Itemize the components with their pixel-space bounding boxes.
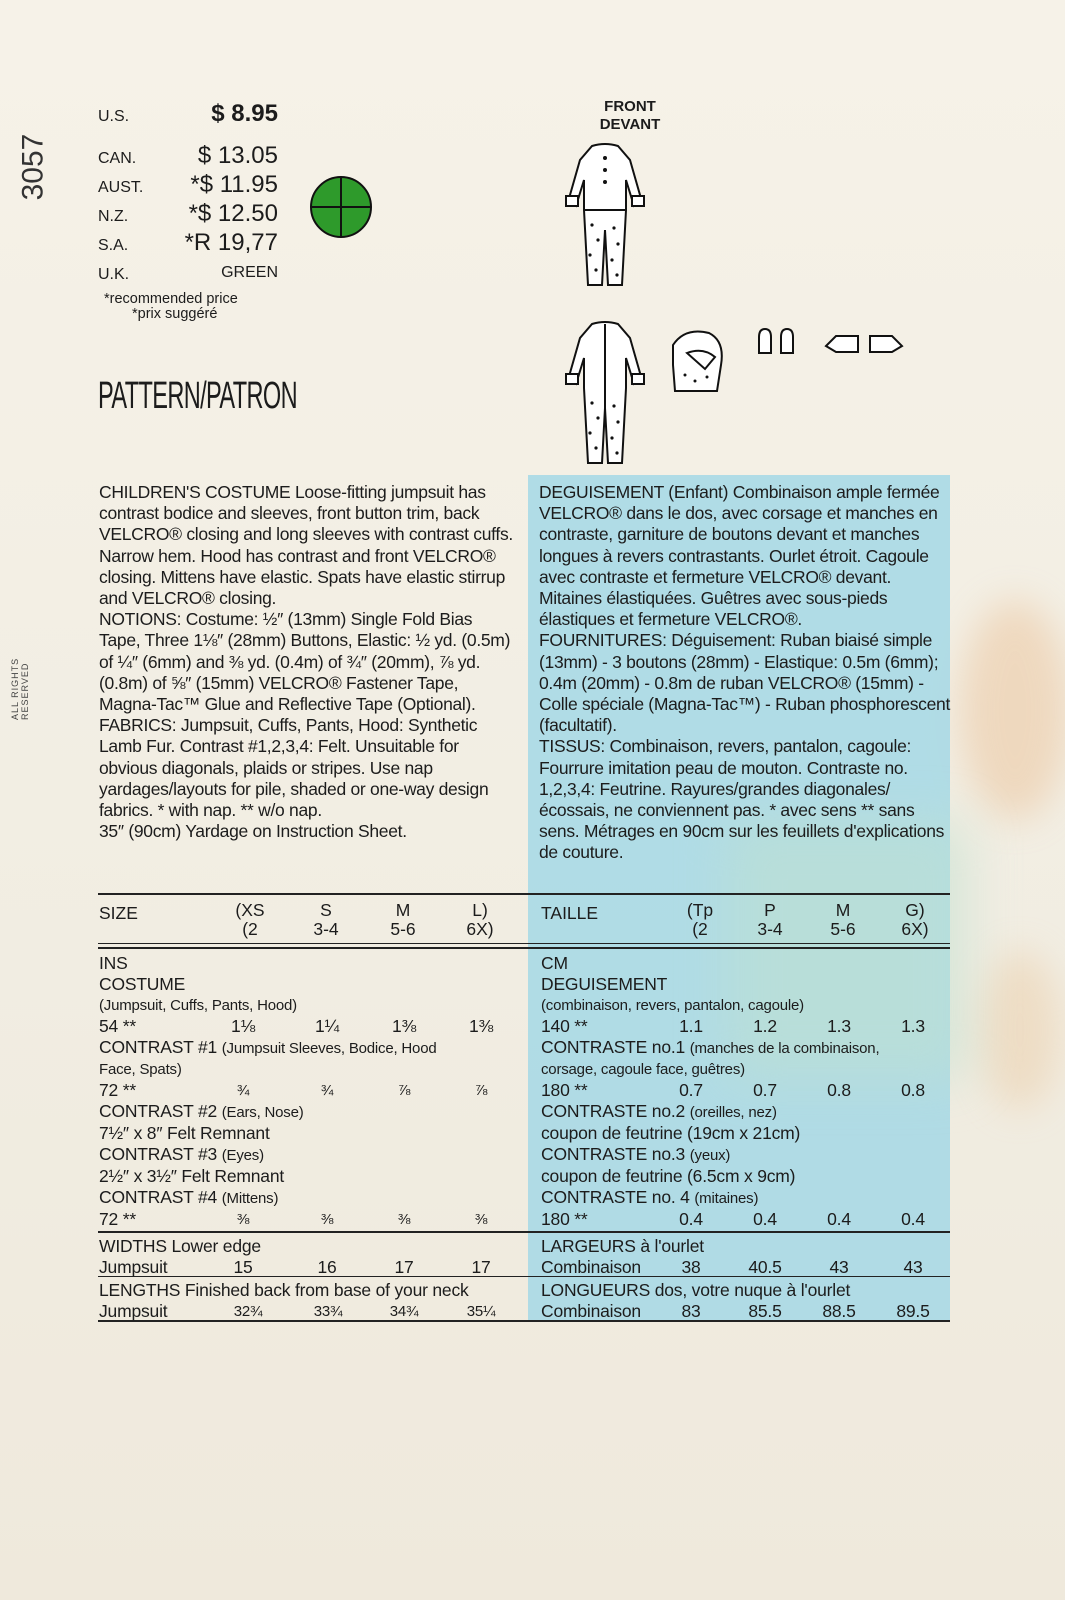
yardage-english [99, 953, 519, 1230]
desc-body-fr: Combinaison ample fermée VELCRO® dans le dos, avec corsage et manches en contraste, garniture de boutons devant et manches longues à revers contrastants. Ourlet étroit. Cagoule avec contraste et fermeture VELCRO® devant. Mitaines élastiquées. Guêtres avec sous-pieds élastiques et fermeture VELCRO®. [539, 482, 940, 630]
table-cell: 89.5 [896, 1301, 930, 1321]
costume-note: (Jumpsuit, Cuffs, Pants, Hood) [99, 997, 297, 1014]
contrast4-note-fr: (mitaines) [694, 1190, 759, 1207]
size-header [890, 901, 940, 939]
contrast2-felt-fr: coupon de feutrine (19cm x 21cm) [541, 1123, 801, 1143]
desc-heading-fr: DEGUISEMENT (Enfant) [539, 482, 729, 502]
price-row-us [98, 100, 278, 142]
table-cell: 0.4 [827, 1209, 851, 1229]
widths-row-fr [541, 1257, 951, 1278]
table-cell: ⅜ [236, 1211, 250, 1228]
unit-label-fr: CM [541, 953, 568, 973]
contrast4-label-fr: CONTRASTE no. 4 [541, 1187, 690, 1207]
table-cell: 88.5 [822, 1301, 856, 1321]
front-label-en: FRONT [604, 98, 656, 115]
table-cell: 33¾ [313, 1303, 343, 1320]
table-cell: 83 [681, 1301, 701, 1321]
table-cell: 34¾ [389, 1303, 419, 1320]
pattern-title: PATTERN/PATRON [98, 375, 298, 417]
size-header [378, 901, 428, 939]
description-english [99, 482, 514, 842]
costume-row-fr [541, 1016, 951, 1037]
table-cell: 1.3 [901, 1016, 925, 1036]
table-cell: 17 [394, 1257, 414, 1277]
size-header-line: (XS [235, 900, 265, 920]
table-cell: 0.4 [753, 1209, 777, 1229]
contrast1-note-fr: (manches de la combinaison, [689, 1040, 880, 1057]
paper-stain [980, 950, 1060, 1110]
size-header-line: M [835, 900, 851, 920]
table-cell: ¾ [236, 1082, 250, 1099]
size-header [225, 901, 275, 939]
size-header [455, 901, 505, 939]
price-value: $ 13.05 [197, 142, 278, 169]
contrast4-row-fr [541, 1209, 951, 1230]
contrast3-label-fr: CONTRASTE no.3 [541, 1144, 686, 1164]
hood-icon [665, 325, 730, 397]
front-label [580, 98, 680, 134]
size-header-line: 6X) [901, 919, 929, 939]
price-region: U.S. [98, 108, 130, 125]
contrast3-felt: 2½″ x 3½″ Felt Remnant [99, 1166, 285, 1186]
size-header [818, 901, 868, 939]
table-top-rule [98, 893, 950, 895]
table-cell: 1.1 [679, 1016, 703, 1036]
yardage-french [541, 953, 951, 1230]
contrast2-note: (Ears, Nose) [221, 1104, 304, 1121]
contrast3-note-fr: (yeux) [689, 1147, 731, 1164]
price-region: S.A. [98, 237, 129, 254]
table-rule [98, 1231, 950, 1233]
size-header-line: P [764, 900, 776, 920]
recommended-fr: *prix suggéré [132, 306, 218, 322]
contrast1-note: (Jumpsuit Sleeves, Bodice, Hood [221, 1040, 437, 1057]
table-cell: 43 [903, 1257, 923, 1277]
side-rights-text: ALL RIGHTS RESERVED [10, 657, 30, 720]
table-cell: 1⅜ [392, 1016, 416, 1036]
contrast1-label: CONTRAST #1 [99, 1037, 218, 1057]
contrast4-label: CONTRAST #4 [99, 1187, 218, 1207]
table-cell: 16 [317, 1257, 337, 1277]
lengths-label-fr: LONGUEURS dos, votre nuque à l'ourlet [541, 1280, 851, 1300]
price-value: $ 8.95 [211, 100, 278, 127]
price-region: CAN. [98, 150, 137, 167]
recommended-en: *recommended price [104, 291, 238, 307]
price-row-nz [98, 200, 278, 229]
size-header-line: M [395, 900, 411, 920]
garment-label: Jumpsuit [99, 1257, 168, 1277]
price-value: *R 19,77 [184, 229, 278, 256]
contrast4-note: (Mittens) [221, 1190, 279, 1207]
contrast2-felt: 7½″ x 8″ Felt Remnant [99, 1123, 270, 1143]
contrast1-row [99, 1080, 519, 1101]
contrast2-note-fr: (oreilles, nez) [689, 1104, 777, 1121]
table-cell: 85.5 [748, 1301, 782, 1321]
front-label-fr: DEVANT [599, 116, 661, 133]
table-cell: 35¼ [466, 1303, 496, 1320]
notions: NOTIONS: Costume: ½″ (13mm) Single Fold Bias Tape, Three 1⅛″ (28mm) Buttons, Elastic: ½ yd. (0.5m) of ¼″ (6mm) and ⅜ yd. (0.4m) of ¾″ (20mm), ⅞ yd. (0.8m) of ⅝″ (15mm) VELCRO® Fastener Tape, Magna-Tac™ Glue and Reflective Tape (Optional). [99, 609, 511, 715]
size-header-line: 3-4 [313, 919, 339, 939]
price-value: *$ 12.50 [188, 200, 278, 227]
table-cell: 1⅛ [231, 1016, 255, 1036]
price-row-aust [98, 171, 278, 200]
table-cell: 17 [471, 1257, 491, 1277]
paper-stain [960, 600, 1065, 820]
contrast3-note: (Eyes) [221, 1147, 264, 1164]
lengths-row [99, 1301, 519, 1322]
price-region: N.Z. [98, 208, 129, 225]
widths-lengths-english [99, 1236, 519, 1322]
size-header-line: (2 [242, 919, 258, 939]
table-cell: 0.8 [827, 1080, 851, 1100]
recommended-price-note [104, 292, 238, 322]
costume-label: COSTUME [99, 974, 186, 994]
fabric-width: 54 ** [99, 1016, 136, 1036]
table-cell: 32¾ [233, 1303, 263, 1320]
price-row-uk [98, 258, 278, 287]
table-cell: ⅜ [474, 1211, 488, 1228]
size-label: SIZE [99, 903, 138, 923]
desc-heading: CHILDREN'S COSTUME [99, 482, 291, 502]
table-cell: ⅜ [397, 1211, 411, 1228]
table-cell: 0.7 [753, 1080, 777, 1100]
price-value: *$ 11.95 [190, 171, 278, 198]
fabric-width: 140 ** [541, 1016, 588, 1036]
table-cell: 38 [681, 1257, 701, 1277]
garment-label: Jumpsuit [99, 1301, 168, 1321]
garment-label-fr: Combinaison [541, 1301, 641, 1321]
lengths-label: LENGTHS Finished back from base of your neck [99, 1280, 469, 1300]
mittens-icon [755, 325, 800, 357]
widths-row [99, 1257, 519, 1278]
table-cell: 15 [233, 1257, 253, 1277]
widths-label: WIDTHS Lower edge [99, 1236, 261, 1256]
table-header-rule [98, 947, 950, 949]
fabric-width: 72 ** [99, 1209, 136, 1229]
size-header-line: 5-6 [830, 919, 856, 939]
yardage-note: 35″ (90cm) Yardage on Instruction Sheet. [99, 821, 407, 842]
table-cell: 1⅜ [469, 1016, 493, 1036]
contrast1-note-cont-fr: corsage, cagoule face, guêtres) [541, 1061, 745, 1078]
contrast1-label-fr: CONTRASTE no.1 [541, 1037, 686, 1057]
costume-label-fr: DEGUISEMENT [541, 974, 668, 994]
table-cell: 0.4 [679, 1209, 703, 1229]
table-cell: 0.4 [901, 1209, 925, 1229]
table-cell: 1¼ [315, 1016, 339, 1036]
desc-body: Loose-fitting jumpsuit has contrast bodice and sleeves, front button trim, back VELCRO® closing and long sleeves with contrast cuffs. Narrow hem. Hood has contrast and front VELCRO® closing. Mittens have elastic. Spats have elastic stirrup and VELCRO® closing. [99, 482, 513, 609]
tissus: TISSUS: Combinaison, revers, pantalon, cagoule: Fourrure imitation peau de mouton. Contraste no. 1,2,3,4: Feutrine. Rayures/grandes diagonales/ écossais, ne conviennent pas. * avec sens ** sans sens. Métrages en 90cm sur les feuillets d'explications de couture. [539, 736, 945, 863]
contrast1-row-fr [541, 1080, 951, 1101]
jumpsuit-front-icon [560, 140, 650, 290]
price-row-can [98, 142, 278, 171]
contrast4-row [99, 1209, 519, 1230]
table-cell: 1.3 [827, 1016, 851, 1036]
lengths-row-fr [541, 1301, 951, 1322]
size-header-line: S [320, 900, 332, 920]
description-french [539, 482, 951, 864]
table-header-rule [98, 943, 950, 944]
table-cell: 0.7 [679, 1080, 703, 1100]
side-pattern-number: 3057 [16, 133, 50, 201]
size-header [745, 901, 795, 939]
fabric-width: 72 ** [99, 1080, 136, 1100]
jumpsuit-back-icon [560, 318, 650, 468]
costume-row [99, 1016, 519, 1037]
table-cell: 43 [829, 1257, 849, 1277]
size-header-line: L) [472, 900, 488, 920]
table-cell: 40.5 [748, 1257, 782, 1277]
table-cell: ⅜ [320, 1211, 334, 1228]
contrast3-felt-fr: coupon de feutrine (6.5cm x 9cm) [541, 1166, 796, 1186]
price-list [98, 100, 278, 287]
price-region: AUST. [98, 179, 144, 196]
green-dot-icon [310, 176, 372, 238]
fabrics: FABRICS: Jumpsuit, Cuffs, Pants, Hood: Synthetic Lamb Fur. Contrast #1,2,3,4: Felt. Unsuitable for obvious diagonals, plaids or stripes. Use nap yardages/layouts for pile, shaded or one-way design fabrics. * with nap. ** w/o nap. [99, 715, 489, 821]
price-region: U.K. [98, 266, 130, 283]
contrast3-label: CONTRAST #3 [99, 1144, 218, 1164]
contrast2-label: CONTRAST #2 [99, 1101, 218, 1121]
table-cell: 1.2 [753, 1016, 777, 1036]
unit-label: INS [99, 953, 128, 973]
table-cell: ⅞ [474, 1082, 488, 1099]
fournitures: FOURNITURES: Déguisement: Ruban biaisé simple (13mm) - 3 boutons (28mm) - Elastique: 0.5m (6mm); 0.4m (20mm) - 0.8m de ruban VELCRO® (15mm) - Colle spéciale (Magna-Tac™) - Ruban phosphorescent (facultatif). [539, 630, 951, 736]
size-header-line: G) [905, 900, 925, 920]
garment-label-fr: Combinaison [541, 1257, 641, 1277]
size-header-line: 5-6 [390, 919, 416, 939]
price-row-sa [98, 229, 278, 258]
contrast1-note-cont: Face, Spats) [99, 1061, 182, 1078]
size-header [675, 901, 725, 939]
size-header-line: (Tp [686, 900, 714, 920]
widths-lengths-french [541, 1236, 951, 1322]
table-cell: ⅞ [397, 1082, 411, 1099]
taille-label: TAILLE [541, 903, 599, 923]
table-cell: ¾ [320, 1082, 334, 1099]
size-header [301, 901, 351, 939]
fabric-width: 180 ** [541, 1209, 588, 1229]
costume-note-fr: (combinaison, revers, pantalon, cagoule) [541, 997, 804, 1014]
contrast2-label-fr: CONTRASTE no.2 [541, 1101, 686, 1121]
spats-icon [822, 328, 907, 358]
size-header-line: (2 [692, 919, 708, 939]
size-header-line: 3-4 [757, 919, 783, 939]
widths-label-fr: LARGEURS à l'ourlet [541, 1236, 704, 1256]
size-header-line: 6X) [466, 919, 494, 939]
table-cell: 0.8 [901, 1080, 925, 1100]
fabric-width: 180 ** [541, 1080, 588, 1100]
price-value: GREEN [221, 264, 278, 281]
